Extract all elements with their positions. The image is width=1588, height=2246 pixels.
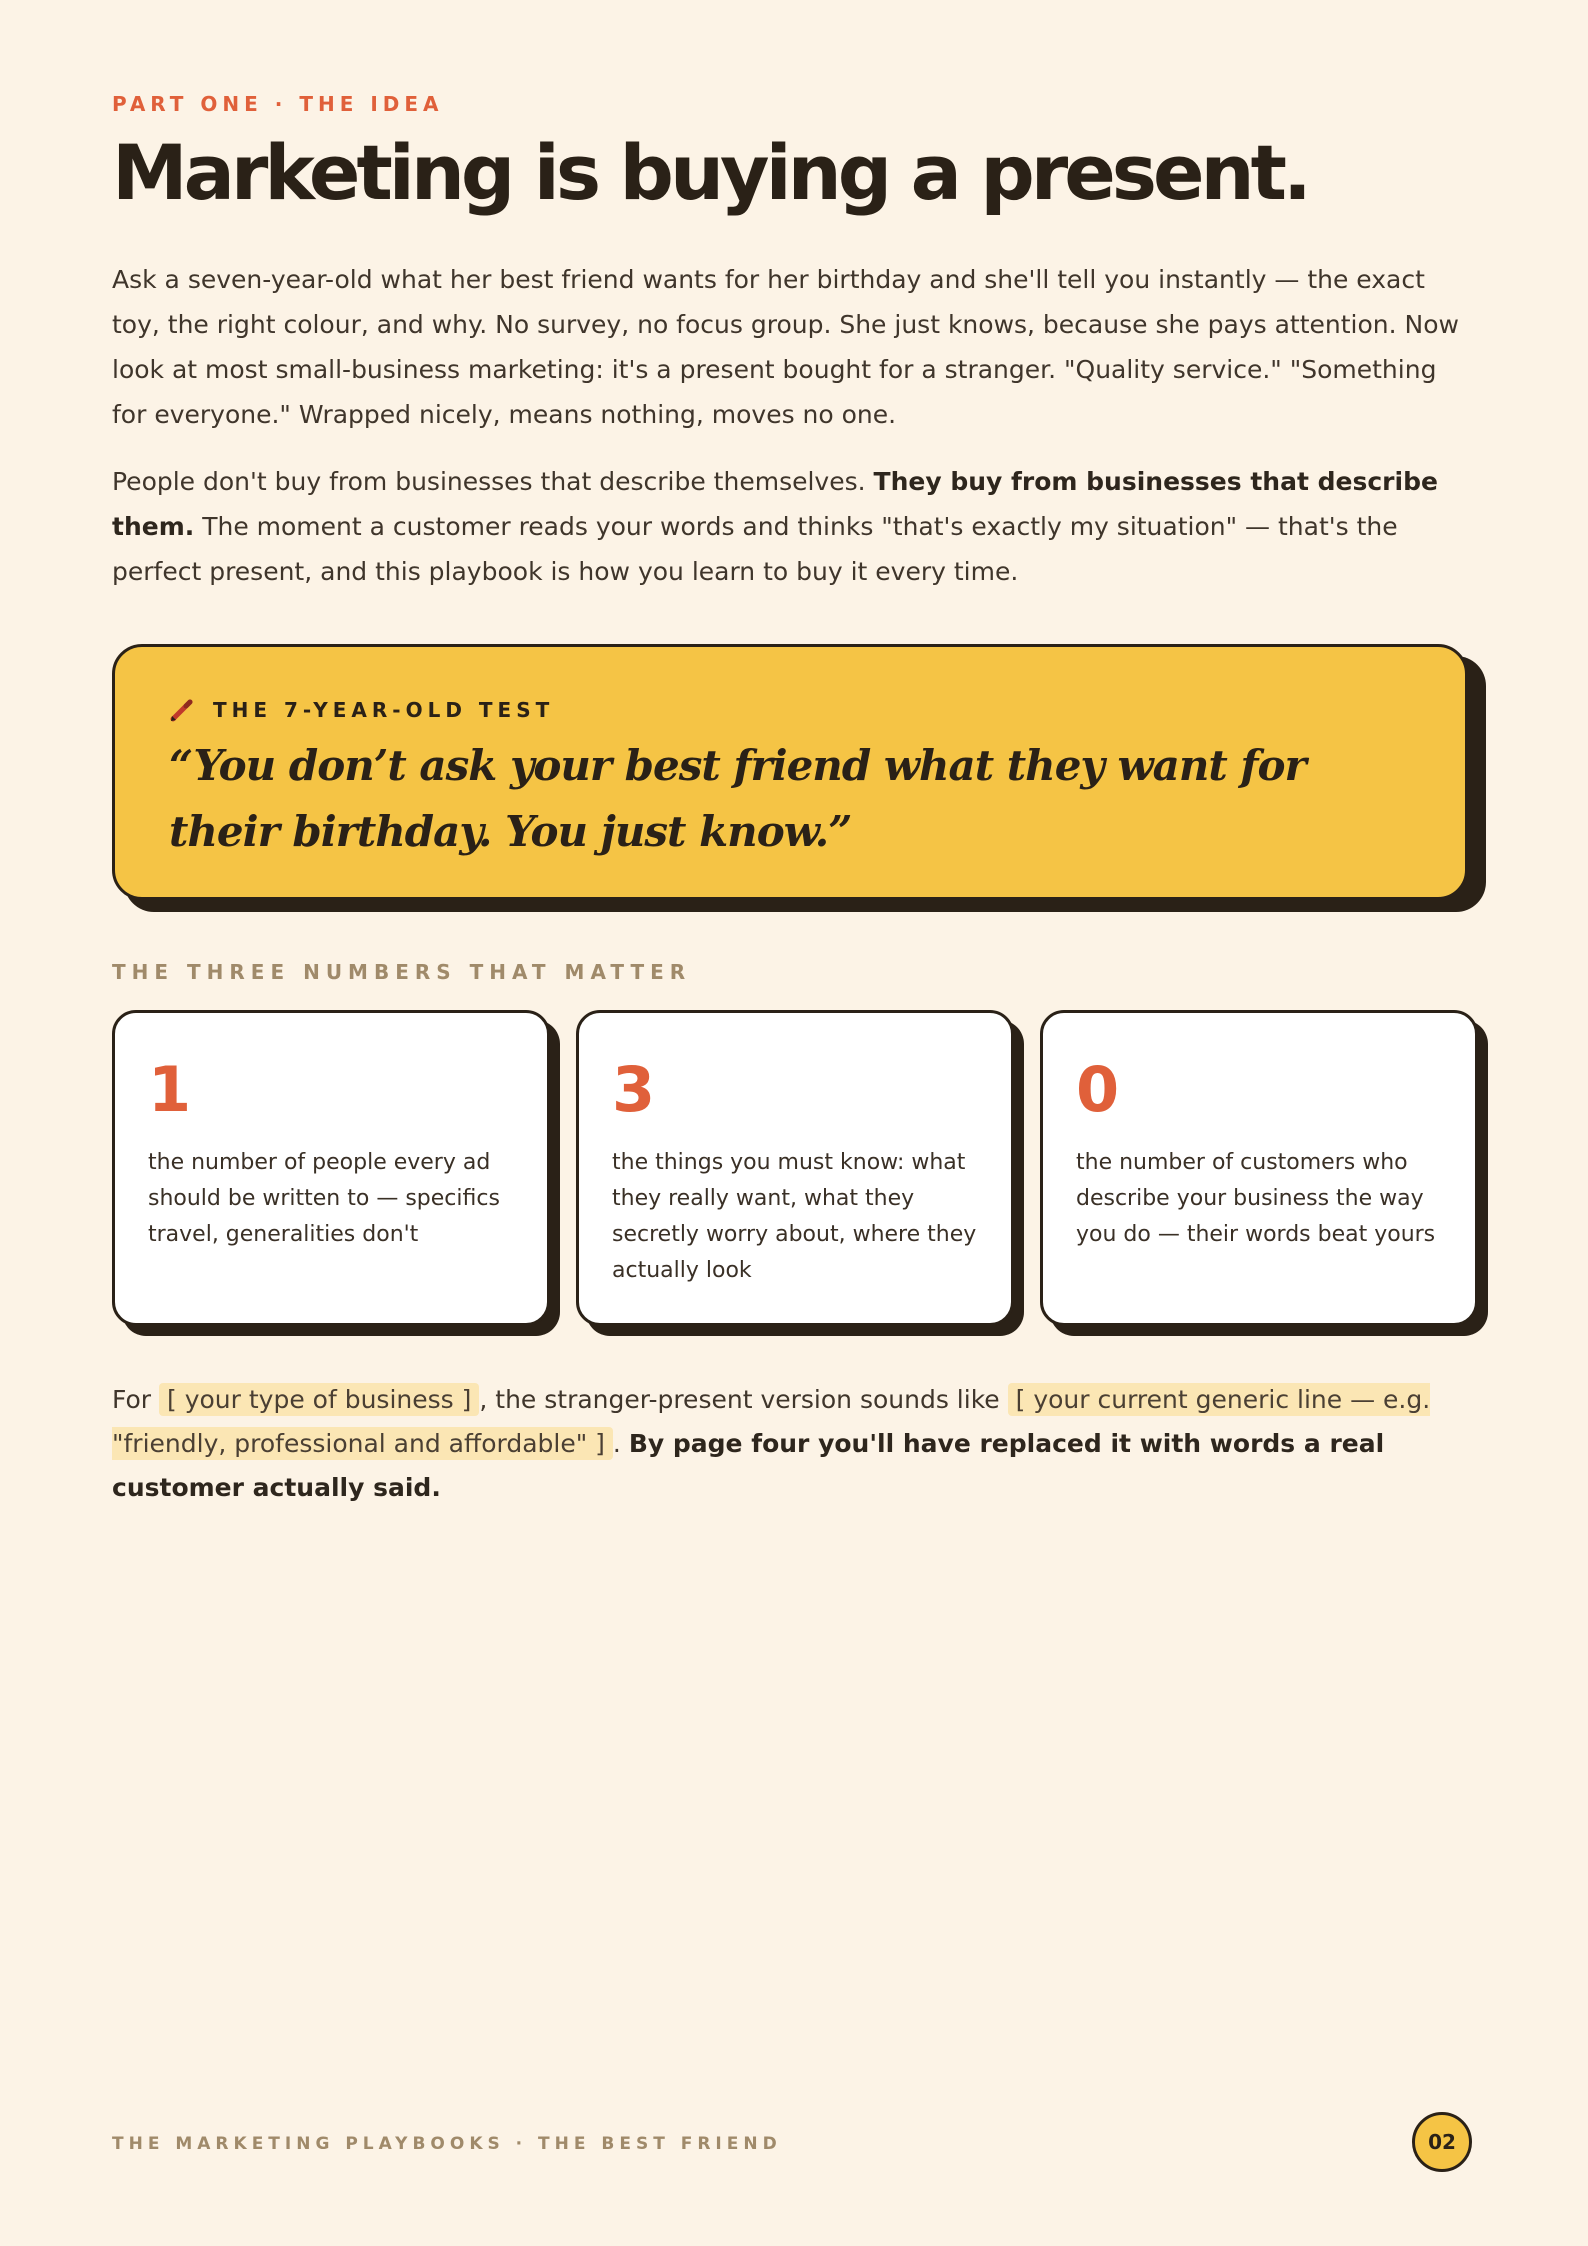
closing-dot: . xyxy=(612,1429,629,1458)
callout-label-row xyxy=(169,697,554,723)
section-eyebrow: PART ONE · THE IDEA xyxy=(112,92,444,116)
number-card xyxy=(112,1010,550,1326)
generic-line-placeholder: [ your current generic line — e.g. "friendly, professional and affordable" ] xyxy=(112,1385,1431,1458)
card-text: the number of people every ad should be written to — specifics travel, generalities don't xyxy=(148,1150,500,1247)
number-card xyxy=(1040,1010,1478,1326)
intro-paragraph-2 xyxy=(112,459,1474,594)
callout-label: THE 7-YEAR-OLD TEST xyxy=(213,698,555,722)
card-text: the things you must know: what they really want, what they secretly worry about, where they actually look xyxy=(612,1150,977,1283)
business-type-placeholder: [ your type of business ] xyxy=(159,1383,479,1416)
closing-paragraph xyxy=(112,1378,1474,1510)
card-number: 3 xyxy=(612,1053,656,1126)
callout-quote: “You don’t ask your best friend what they want for their birthday. You just know.” xyxy=(169,741,1306,856)
number-card xyxy=(576,1010,1014,1326)
pencil-icon xyxy=(169,697,195,723)
intro-paragraph-2-lead: People don't buy from businesses that describe themselves. xyxy=(112,467,874,496)
card-body xyxy=(576,1010,1014,1326)
intro-paragraph-1: Ask a seven-year-old what her best friend wants for her birthday and she'll tell you instantly — the exact toy, the right colour, and why. No survey, no focus group. She just knows, because she pays attention. Now look at most small-business marketing: it's a present bought for a stranger. "Quality service." "Something for everyone." Wrapped nicely, means nothing, moves no one. xyxy=(112,265,1459,429)
page-number-badge: 02 xyxy=(1412,2112,1472,2172)
intro-paragraph-2-tail: The moment a customer reads your words and thinks "that's exactly my situation" — that's the perfect present, and this playbook is how you learn to buy it every time. xyxy=(112,512,1398,586)
intro-paragraph-2-bold: They buy from businesses that describe them. xyxy=(112,467,1438,541)
numbers-section-label: THE THREE NUMBERS THAT MATTER xyxy=(112,960,692,984)
closing-bold: By page four you'll have replaced it with words a real customer actually said. xyxy=(112,1429,1385,1502)
page-title: Marketing is buying a present. xyxy=(112,128,1308,217)
closing-lead: For xyxy=(112,1385,160,1414)
card-body xyxy=(1040,1010,1478,1326)
card-number: 0 xyxy=(1076,1053,1120,1126)
card-number: 1 xyxy=(148,1053,192,1126)
closing-middle: , the stranger-present version sounds like xyxy=(479,1385,1008,1414)
callout-box xyxy=(112,644,1468,900)
card-text: the number of customers who describe your business the way you do — their words beat yours xyxy=(1076,1150,1436,1247)
footer-text: THE MARKETING PLAYBOOKS · THE BEST FRIEND xyxy=(112,2134,782,2154)
card-body xyxy=(112,1010,550,1326)
